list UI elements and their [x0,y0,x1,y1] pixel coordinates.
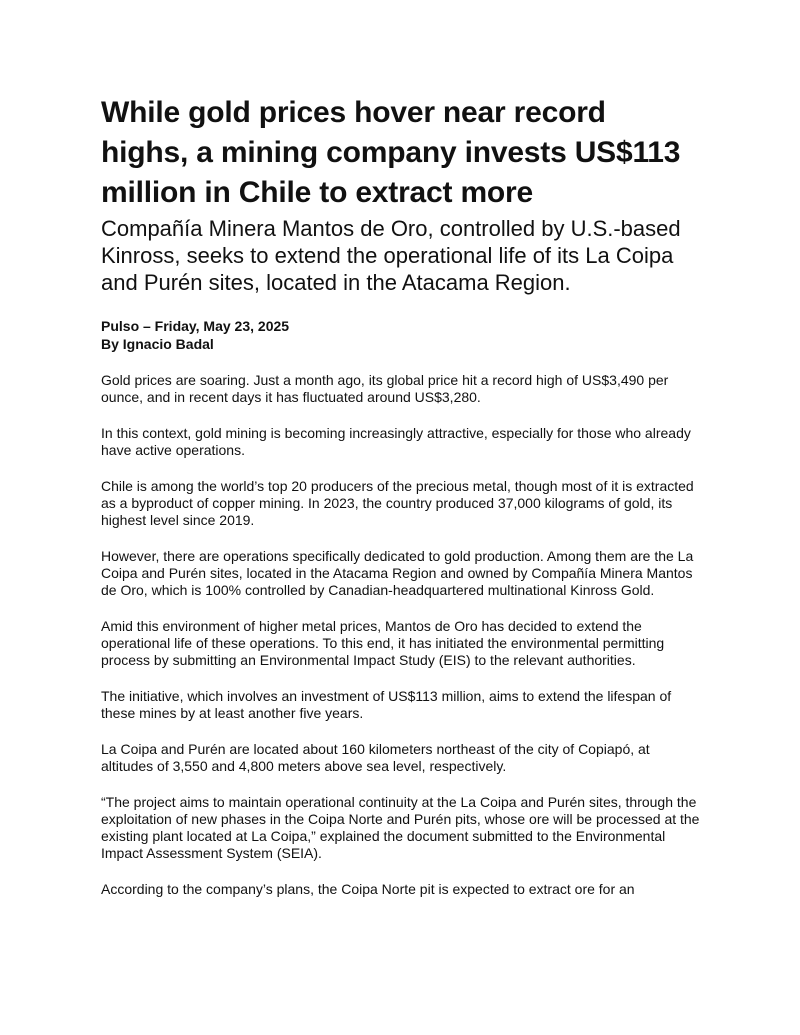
article-headline: While gold prices hover near record highs, a mining company invests US$113 million in Chile to extract more [101,96,681,209]
article-dateline: Pulso – Friday, May 23, 2025 [101,318,290,334]
body-paragraph: According to the company’s plans, the Coipa Norte pit is expected to extract ore for an [101,881,635,897]
body-paragraph: La Coipa and Purén are located about 160 kilometers northeast of the city of Copiapó, at altitudes of 3,550 and 4,800 meters above sea level, respectively. [101,741,650,774]
body-paragraph: In this context, gold mining is becoming increasingly attractive, especially for those who already have active operations. [101,425,691,458]
body-paragraph: The initiative, which involves an investment of US$113 million, aims to extend the lifespan of these mines by at least another five years. [101,688,672,721]
article-page [101,93,701,917]
body-paragraph: However, there are operations specifically dedicated to gold production. Among them are the La Coipa and Purén sites, located in the Atacama Region and owned by Compañía Minera Mantos de Oro, which is 100% controlled by Canadian-headquartered multinational Kinross Gold. [101,548,694,598]
article-author: By Ignacio Badal [101,336,214,352]
body-paragraph: Amid this environment of higher metal prices, Mantos de Oro has decided to extend the operational life of these operations. To this end, it has initiated the environmental permitting process by submitting an Environmental Impact Study (EIS) to the relevant authorities. [101,618,665,668]
article-subheadline: Compañía Minera Mantos de Oro, controlled by U.S.-based Kinross, seeks to extend the operational life of its La Coipa and Purén sites, located in the Atacama Region. [101,216,681,295]
article-byline [101,317,701,353]
body-paragraph: “The project aims to maintain operational continuity at the La Coipa and Purén sites, through the exploitation of new phases in the Coipa Norte and Purén pits, whose ore will be processed at the existing plant located at La Coipa,” explained the document submitted to the Environmental Impact Assessment System (SEIA). [101,794,700,861]
body-paragraph: Gold prices are soaring. Just a month ago, its global price hit a record high of US$3,490 per ounce, and in recent days it has fluctuated around US$3,280. [101,372,669,405]
article-body [101,372,701,898]
body-paragraph: Chile is among the world’s top 20 producers of the precious metal, though most of it is extracted as a byproduct of copper mining. In 2023, the country produced 37,000 kilograms of gold, its highest level since 2019. [101,478,694,528]
